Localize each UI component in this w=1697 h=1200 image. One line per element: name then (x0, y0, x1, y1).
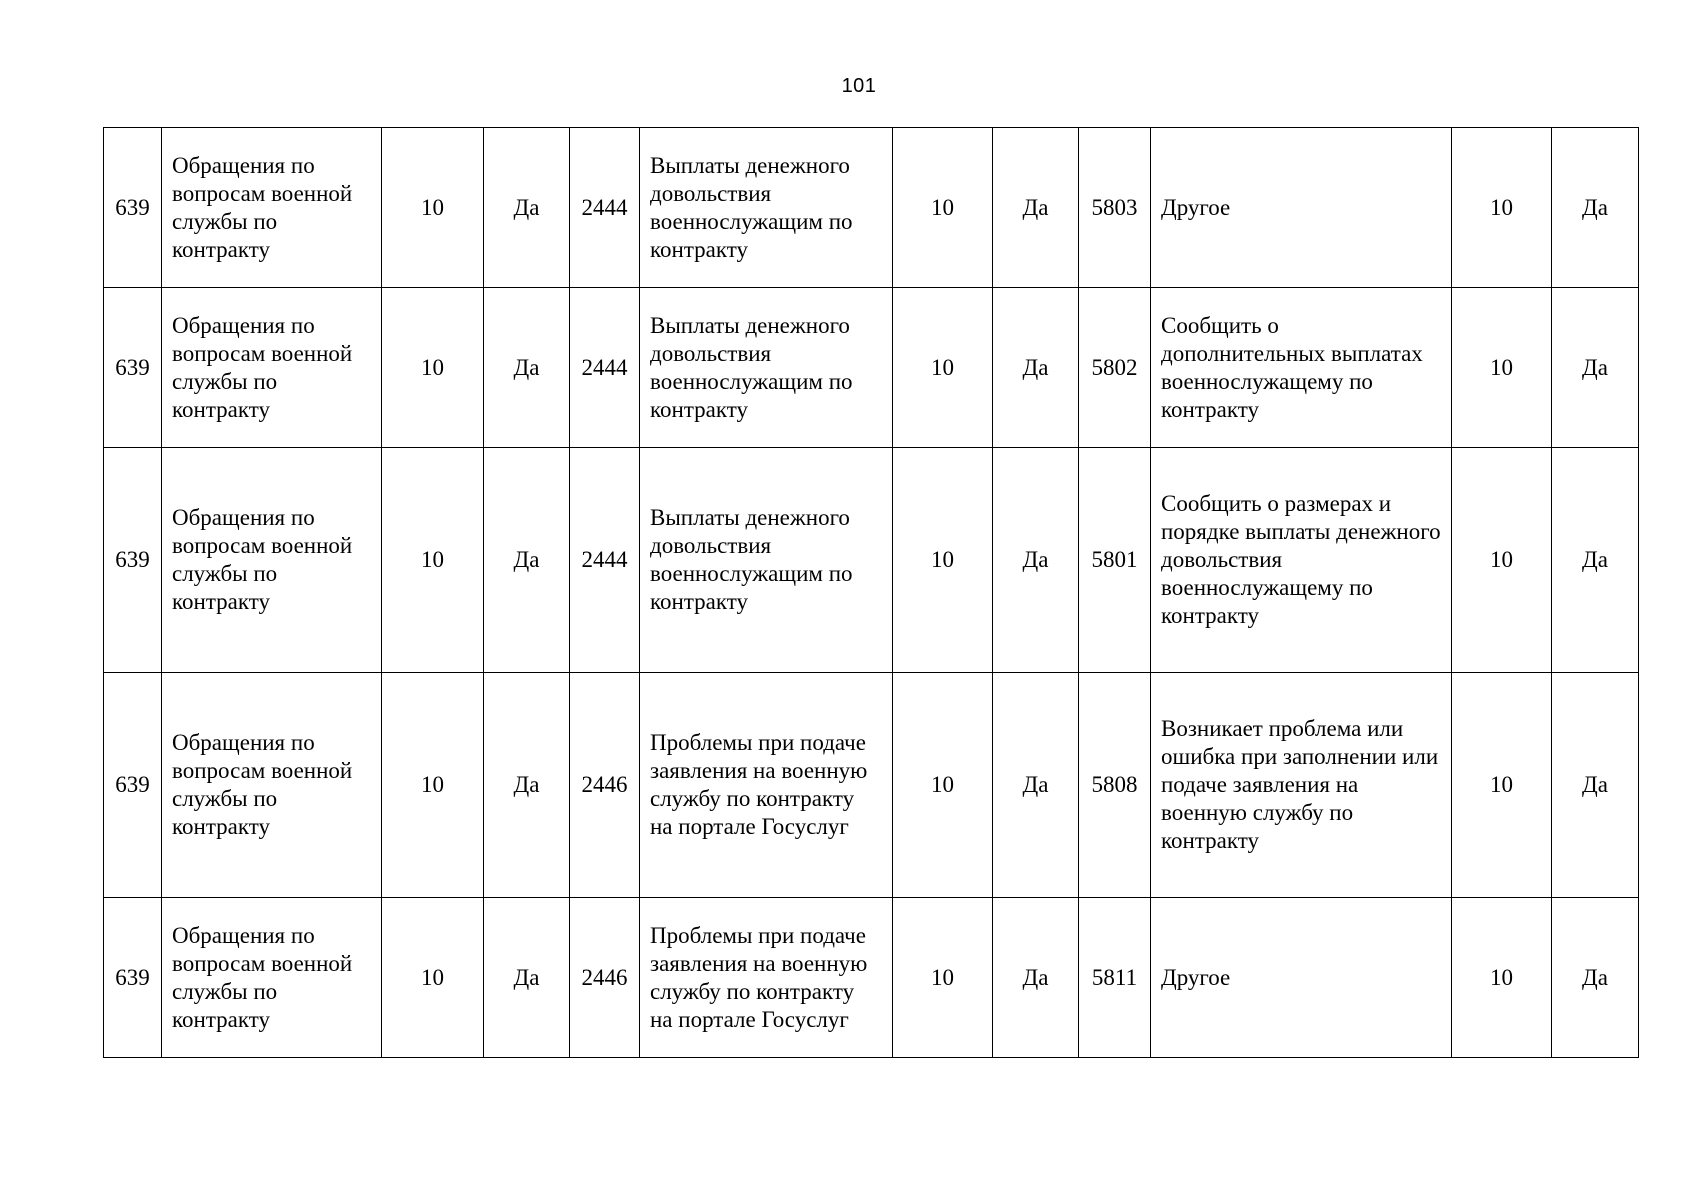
category-flag-cell: Да (484, 448, 570, 673)
subcategory-code-cell: 2444 (570, 128, 640, 288)
subcategory-code-cell: 2444 (570, 448, 640, 673)
subcategory-flag-cell: Да (993, 898, 1079, 1058)
topic-code-cell: 5803 (1079, 128, 1151, 288)
subcategory-weight-cell: 10 (893, 448, 993, 673)
category-name-cell: Обращения по вопросам военной службы по контракту (162, 673, 382, 898)
category-code-cell: 639 (104, 128, 162, 288)
category-code-cell: 639 (104, 673, 162, 898)
topic-weight-cell: 10 (1452, 448, 1552, 673)
category-flag-cell: Да (484, 128, 570, 288)
subcategory-code-cell: 2446 (570, 898, 640, 1058)
table-body (104, 128, 1639, 1058)
subcategory-flag-cell: Да (993, 448, 1079, 673)
subcategory-weight-cell: 10 (893, 673, 993, 898)
topic-code-cell: 5802 (1079, 288, 1151, 448)
category-name-cell: Обращения по вопросам военной службы по контракту (162, 288, 382, 448)
subcategory-code-cell: 2444 (570, 288, 640, 448)
topic-weight-cell: 10 (1452, 128, 1552, 288)
category-weight-cell: 10 (382, 128, 484, 288)
subcategory-flag-cell: Да (993, 288, 1079, 448)
subcategory-name-cell: Проблемы при подаче заявления на военную службу по контракту на портале Госуслуг (640, 898, 893, 1058)
subcategory-flag-cell: Да (993, 128, 1079, 288)
category-code-cell: 639 (104, 448, 162, 673)
topic-code-cell: 5801 (1079, 448, 1151, 673)
table-row (104, 898, 1639, 1058)
subcategory-flag-cell: Да (993, 673, 1079, 898)
topic-flag-cell: Да (1552, 128, 1639, 288)
category-flag-cell: Да (484, 288, 570, 448)
topic-name-cell: Другое (1151, 898, 1452, 1058)
subcategory-weight-cell: 10 (893, 288, 993, 448)
table-row (104, 288, 1639, 448)
topic-code-cell: 5808 (1079, 673, 1151, 898)
topic-name-cell: Возникает проблема или ошибка при заполнении или подаче заявления на военную службу по контракту (1151, 673, 1452, 898)
category-weight-cell: 10 (382, 288, 484, 448)
category-flag-cell: Да (484, 673, 570, 898)
category-name-cell: Обращения по вопросам военной службы по контракту (162, 128, 382, 288)
category-code-cell: 639 (104, 288, 162, 448)
table-row (104, 128, 1639, 288)
topic-name-cell: Сообщить о размерах и порядке выплаты денежного довольствия военнослужащему по контракту (1151, 448, 1452, 673)
subcategory-name-cell: Выплаты денежного довольствия военнослужащим по контракту (640, 448, 893, 673)
topic-flag-cell: Да (1552, 288, 1639, 448)
category-name-cell: Обращения по вопросам военной службы по контракту (162, 898, 382, 1058)
category-flag-cell: Да (484, 898, 570, 1058)
subcategory-weight-cell: 10 (893, 128, 993, 288)
topic-name-cell: Другое (1151, 128, 1452, 288)
subcategory-name-cell: Выплаты денежного довольствия военнослужащим по контракту (640, 288, 893, 448)
topic-weight-cell: 10 (1452, 898, 1552, 1058)
category-weight-cell: 10 (382, 448, 484, 673)
category-weight-cell: 10 (382, 673, 484, 898)
topic-flag-cell: Да (1552, 898, 1639, 1058)
classifier-table (103, 127, 1639, 1058)
topic-name-cell: Сообщить о дополнительных выплатах военнослужащему по контракту (1151, 288, 1452, 448)
category-code-cell: 639 (104, 898, 162, 1058)
category-weight-cell: 10 (382, 898, 484, 1058)
topic-flag-cell: Да (1552, 673, 1639, 898)
subcategory-name-cell: Проблемы при подаче заявления на военную службу по контракту на портале Госуслуг (640, 673, 893, 898)
subcategory-name-cell: Выплаты денежного довольствия военнослужащим по контракту (640, 128, 893, 288)
topic-code-cell: 5811 (1079, 898, 1151, 1058)
topic-weight-cell: 10 (1452, 673, 1552, 898)
topic-flag-cell: Да (1552, 448, 1639, 673)
subcategory-weight-cell: 10 (893, 898, 993, 1058)
table-row (104, 448, 1639, 673)
subcategory-code-cell: 2446 (570, 673, 640, 898)
table-row (104, 673, 1639, 898)
category-name-cell: Обращения по вопросам военной службы по контракту (162, 448, 382, 673)
topic-weight-cell: 10 (1452, 288, 1552, 448)
page-number: 101 (841, 75, 877, 97)
